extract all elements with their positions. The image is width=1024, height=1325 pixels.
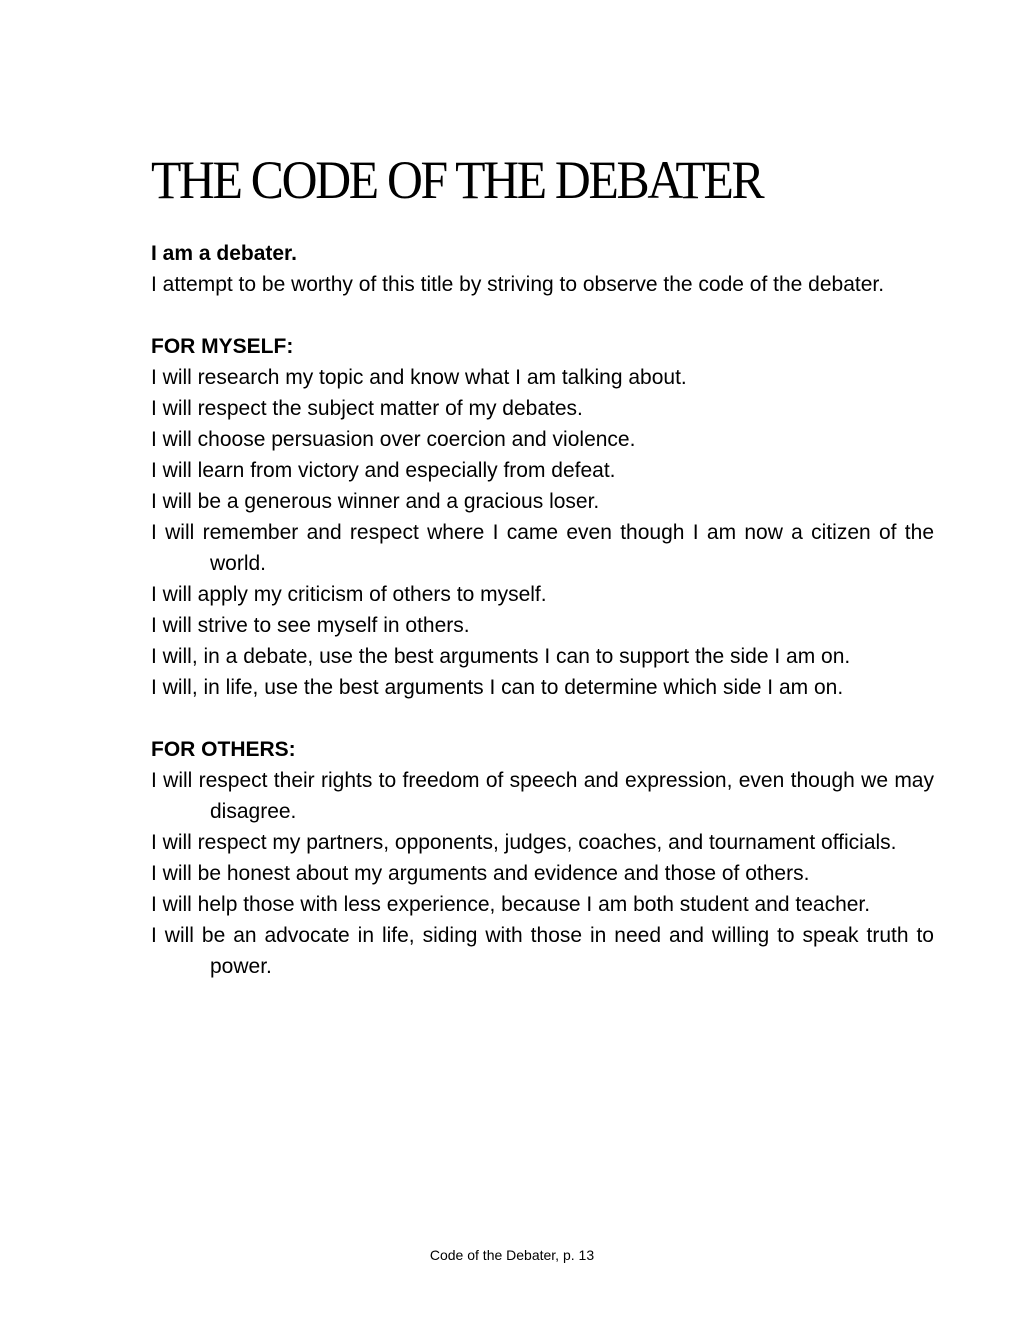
list-item: I will respect the subject matter of my debates. [151,397,583,420]
list-item: I will apply my criticism of others to myself. [151,583,547,606]
list-item: I will research my topic and know what I am talking about. [151,366,687,389]
list-item: I will remember and respect where I came even though I am now a citizen of the world. [151,521,934,575]
section-spacer [151,300,934,331]
list-item: I will respect my partners, opponents, judges, coaches, and tournament officials. [151,831,897,854]
intro-text: I attempt to be worthy of this title by striving to observe the code of the debater. [151,273,885,296]
section-heading-for-others: FOR OTHERS: [151,738,296,761]
list-item: I will, in a debate, use the best arguments I can to support the side I am on. [151,645,851,668]
list-item: I will choose persuasion over coercion and violence. [151,428,636,451]
list-item: I will be a generous winner and a gracious loser. [151,490,600,513]
list-item: I will strive to see myself in others. [151,614,470,637]
list-item: I will learn from victory and especially from defeat. [151,459,616,482]
list-item: I will be honest about my arguments and evidence and those of others. [151,862,810,885]
list-item: I will, in life, use the best arguments I can to determine which side I am on. [151,676,844,699]
list-item: I will help those with less experience, because I am both student and teacher. [151,893,871,916]
intro-lead: I am a debater. [151,242,297,265]
list-item: I will be an advocate in life, siding with those in need and willing to speak truth to power. [151,924,934,978]
list-item: I will respect their rights to freedom of speech and expression, even though we may disagree. [151,769,934,823]
for-others-section [151,734,934,982]
document-body [151,238,934,982]
section-heading-for-myself: FOR MYSELF: [151,335,294,358]
section-spacer [151,703,934,734]
page-title: THE CODE OF THE DEBATER [151,150,763,210]
for-myself-section [151,331,934,703]
page-footer: Code of the Debater, p. 13 [429,1247,595,1263]
